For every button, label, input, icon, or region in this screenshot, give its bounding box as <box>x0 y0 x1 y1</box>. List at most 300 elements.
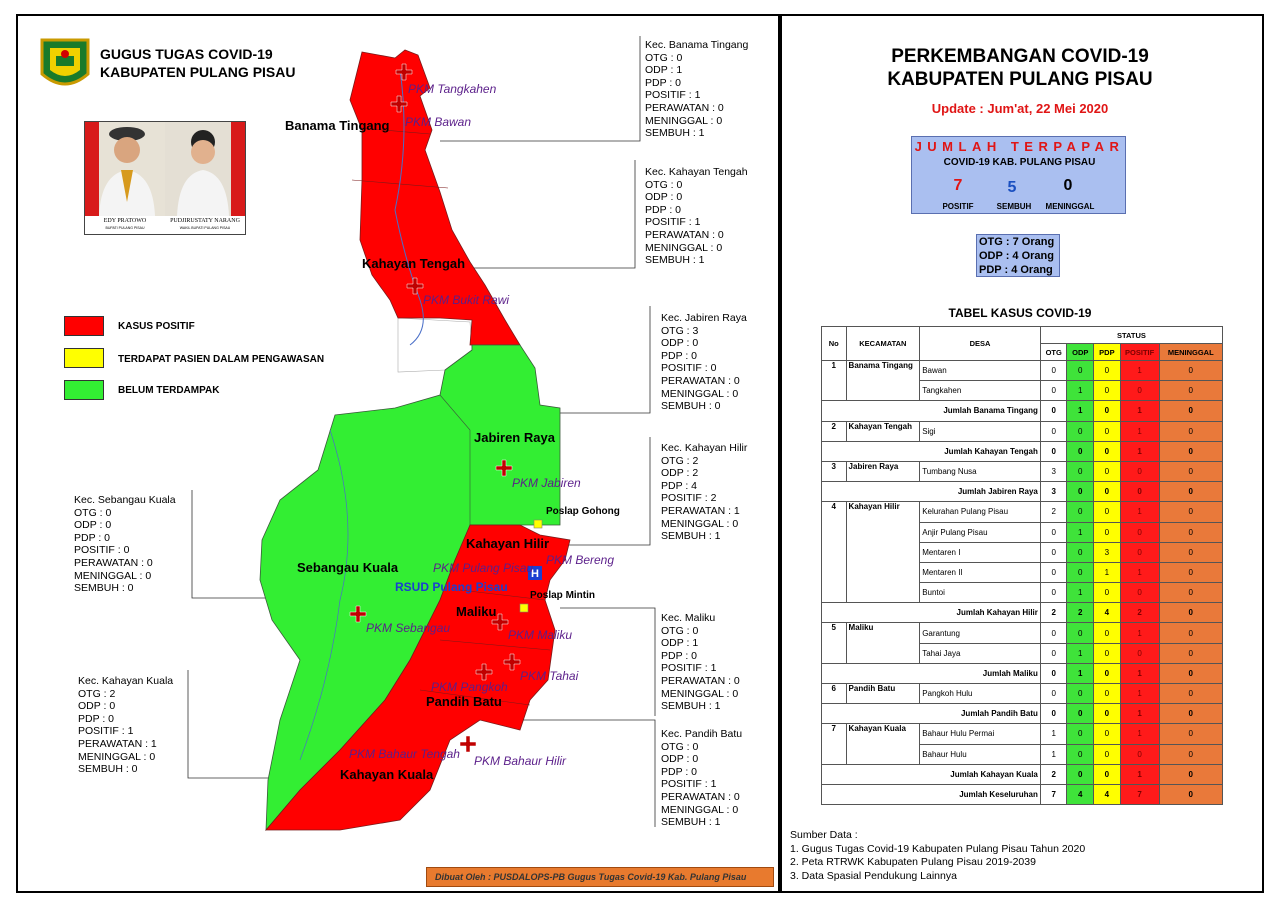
kec-line: SEMBUH : 1 <box>661 700 721 713</box>
cell-desa: Tumbang Nusa <box>920 461 1041 481</box>
cell-value: 0 <box>1067 421 1094 441</box>
kec-line: ODP : 0 <box>78 700 116 713</box>
cell-total-value: 0 <box>1159 764 1222 784</box>
kec-line: PDP : 0 <box>661 649 697 662</box>
th-otg: OTG <box>1040 344 1067 361</box>
cell-value: 0 <box>1094 522 1121 542</box>
label-jabiren: Jabiren Raya <box>474 430 555 445</box>
legend-label-positif: KASUS POSITIF <box>118 321 195 332</box>
kec-line: MENINGGAL : 0 <box>661 687 739 700</box>
main-title-line1: PERKEMBANGAN COVID-19 <box>891 46 1149 67</box>
th-desa: DESA <box>920 327 1041 361</box>
cell-total-value: 3 <box>1040 482 1067 502</box>
cell-value: 1 <box>1120 623 1159 643</box>
summary-otg: OTG : 7 Orang <box>979 236 1055 248</box>
poslap-mintin: Poslap Mintin <box>530 590 595 601</box>
table-row <box>822 361 1223 381</box>
cell-total-value: 0 <box>1094 764 1121 784</box>
cell-kecamatan: Maliku <box>846 623 920 663</box>
cell-total-value: 2 <box>1120 603 1159 623</box>
label-banama: Banama Tingang <box>285 118 390 133</box>
cell-total-value: 0 <box>1040 401 1067 421</box>
kec-box-kahayan-tengah <box>645 166 748 267</box>
cell-value: 0 <box>1094 583 1121 603</box>
cell-desa: Mentaren I <box>920 542 1041 562</box>
table-total-row <box>822 401 1223 421</box>
cell-total-value: 0 <box>1067 704 1094 724</box>
kec-line: MENINGGAL : 0 <box>78 750 156 763</box>
jumlah-title: JUMLAH TERPAPAR <box>914 139 1125 154</box>
cell-total-value: 0 <box>1094 482 1121 502</box>
cell-total-value: 0 <box>1040 663 1067 683</box>
leader-maliku <box>560 608 655 716</box>
cell-value: 0 <box>1094 744 1121 764</box>
label-rsud: RSUD Pulang Pisau <box>395 580 508 594</box>
cell-value: 0 <box>1040 643 1067 663</box>
kec-line: SEMBUH : 0 <box>661 400 721 413</box>
kec-line: PERAWATAN : 0 <box>74 556 153 569</box>
cell-no: 6 <box>822 684 847 704</box>
legend-label-pdp: TERDAPAT PASIEN DALAM PENGAWASAN <box>118 354 325 365</box>
cell-value: 0 <box>1040 583 1067 603</box>
count-meninggal: 0 <box>1063 177 1073 194</box>
table-total-row <box>822 441 1223 461</box>
table-row <box>822 502 1223 522</box>
kec-line: SEMBUH : 1 <box>645 127 705 140</box>
kec-line: Kec. Jabiren Raya <box>661 312 747 324</box>
kec-line: POSITIF : 1 <box>645 89 701 102</box>
leader-pandih <box>520 720 655 827</box>
cell-no: 5 <box>822 623 847 663</box>
pkm-bukit-rawi: PKM Bukit Rawi <box>423 293 510 307</box>
kec-line: PDP : 0 <box>78 712 114 725</box>
hospital-icon-letter: H <box>531 568 539 580</box>
kec-line: MENINGGAL : 0 <box>74 569 152 582</box>
th-status: STATUS <box>1040 327 1222 344</box>
cell-value: 0 <box>1040 522 1067 542</box>
kec-line: OTG : 0 <box>74 506 112 519</box>
pkm-pulang-pisau: PKM Pulang Pisau <box>433 561 534 575</box>
cell-value: 0 <box>1120 522 1159 542</box>
cell-value: 0 <box>1159 542 1222 562</box>
cell-total-value: 1 <box>1120 704 1159 724</box>
cell-total-label: Jumlah Kahayan Hilir <box>822 603 1041 623</box>
kec-line: ODP : 0 <box>661 753 699 766</box>
summary-odp: ODP : 4 Orang <box>979 250 1054 262</box>
cell-value: 1 <box>1120 562 1159 582</box>
kec-line: PDP : 0 <box>661 765 697 778</box>
summary-box <box>976 234 1060 277</box>
cell-total-value: 0 <box>1067 482 1094 502</box>
table-total-row <box>822 482 1223 502</box>
kec-line: MENINGGAL : 0 <box>645 114 723 127</box>
kec-line: PERAWATAN : 0 <box>645 228 724 241</box>
kec-line: SEMBUH : 0 <box>74 582 134 595</box>
cell-value: 0 <box>1120 583 1159 603</box>
kec-line: PERAWATAN : 0 <box>661 374 740 387</box>
cell-value: 0 <box>1094 361 1121 381</box>
cell-value: 0 <box>1094 643 1121 663</box>
cell-total-label: Jumlah Jabiren Raya <box>822 482 1041 502</box>
cell-value: 0 <box>1067 502 1094 522</box>
kec-line: PDP : 0 <box>645 76 681 89</box>
jumlah-subtitle: COVID-19 KAB. PULANG PISAU <box>943 157 1096 168</box>
kec-line: PDP : 4 <box>661 479 697 492</box>
cell-kecamatan: Kahayan Tengah <box>846 421 920 441</box>
cell-total-value: 0 <box>1159 441 1222 461</box>
cell-kecamatan: Banama Tingang <box>846 361 920 401</box>
cell-value: 0 <box>1120 461 1159 481</box>
cell-value: 0 <box>1040 542 1067 562</box>
count-sembuh: 5 <box>1007 179 1017 196</box>
cell-total-value: 2 <box>1067 603 1094 623</box>
cell-value: 1 <box>1067 643 1094 663</box>
cell-total-value: 0 <box>1094 704 1121 724</box>
kec-line: OTG : 2 <box>78 687 116 700</box>
label-meninggal: MENINGGAL <box>1045 202 1095 211</box>
sources <box>790 829 1085 883</box>
th-positif: POSITIF <box>1120 344 1159 361</box>
cell-grand-total-value: 0 <box>1159 784 1222 804</box>
cell-value: 0 <box>1159 421 1222 441</box>
cell-no: 7 <box>822 724 847 764</box>
cell-value: 0 <box>1094 381 1121 401</box>
kec-line: POSITIF : 1 <box>661 662 717 675</box>
kec-line: PDP : 0 <box>645 203 681 216</box>
cell-value: 0 <box>1067 562 1094 582</box>
cell-value: 1 <box>1120 502 1159 522</box>
case-table <box>821 326 1223 805</box>
official-1-role: BUPATI PULANG PISAU <box>105 226 145 230</box>
kec-line: MENINGGAL : 0 <box>661 517 739 530</box>
cell-value: 1 <box>1040 724 1067 744</box>
kec-line: Kec. Kahayan Tengah <box>645 166 748 178</box>
cell-value: 0 <box>1159 684 1222 704</box>
kec-line: POSITIF : 2 <box>661 492 717 505</box>
table-row <box>822 623 1223 643</box>
pkm-bawan: PKM Bawan <box>405 115 472 129</box>
label-sebangau: Sebangau Kuala <box>297 560 399 575</box>
cell-value: 3 <box>1040 461 1067 481</box>
cell-value: 0 <box>1040 562 1067 582</box>
pkm-maliku: PKM Maliku <box>508 628 573 642</box>
kec-line: OTG : 0 <box>661 624 699 637</box>
cell-total-value: 0 <box>1094 663 1121 683</box>
th-pdp: PDP <box>1094 344 1121 361</box>
label-kahayan-hilir: Kahayan Hilir <box>466 536 550 551</box>
poslap-icon <box>534 520 542 528</box>
cell-value: 0 <box>1067 361 1094 381</box>
cell-total-value: 1 <box>1120 663 1159 683</box>
cell-total-value: 0 <box>1159 663 1222 683</box>
pkm-tangkahen: PKM Tangkahen <box>408 82 497 96</box>
pkm-bahaur-hilir: PKM Bahaur Hilir <box>474 754 567 768</box>
cell-kecamatan: Pandih Batu <box>846 684 920 704</box>
cell-total-value: 0 <box>1040 441 1067 461</box>
cell-total-value: 1 <box>1067 663 1094 683</box>
cell-value: 0 <box>1159 744 1222 764</box>
header-line1: GUGUS TUGAS COVID-19 <box>100 46 273 62</box>
table-row <box>822 684 1223 704</box>
cell-value: 0 <box>1040 684 1067 704</box>
cell-total-value: 1 <box>1120 401 1159 421</box>
cell-total-value: 0 <box>1094 401 1121 421</box>
kec-line: Kec. Banama Tingang <box>645 39 749 51</box>
kec-line: Kec. Pandih Batu <box>661 728 743 740</box>
cell-value: 0 <box>1067 623 1094 643</box>
update-date: Update : Jum'at, 22 Mei 2020 <box>931 101 1109 116</box>
table-total-row <box>822 764 1223 784</box>
cell-no: 2 <box>822 421 847 441</box>
cell-total-value: 1 <box>1120 441 1159 461</box>
label-sembuh: SEMBUH <box>996 202 1032 211</box>
kec-line: PERAWATAN : 0 <box>661 790 740 803</box>
header-line2: KABUPATEN PULANG PISAU <box>100 64 296 80</box>
kec-line: SEMBUH : 1 <box>661 530 721 543</box>
cell-total-label: Jumlah Banama Tingang <box>822 401 1041 421</box>
kec-line: ODP : 1 <box>645 64 683 77</box>
cell-desa: Mentaren II <box>920 562 1041 582</box>
jumlah-terpapar-box <box>911 136 1126 214</box>
cell-total-value: 0 <box>1040 704 1067 724</box>
cell-desa: Tangkahen <box>920 381 1041 401</box>
kec-line: POSITIF : 0 <box>74 544 130 557</box>
cell-value: 1 <box>1120 421 1159 441</box>
cell-total-label: Jumlah Pandih Batu <box>822 704 1041 724</box>
cell-value: 0 <box>1159 724 1222 744</box>
kec-line: PDP : 0 <box>74 531 110 544</box>
sources-title: Sumber Data : <box>790 829 858 841</box>
kec-line: ODP : 0 <box>661 337 699 350</box>
cell-value: 0 <box>1159 623 1222 643</box>
kec-line: SEMBUH : 1 <box>661 816 721 829</box>
kec-line: POSITIF : 1 <box>645 216 701 229</box>
cell-value: 0 <box>1040 361 1067 381</box>
summary-pdp: PDP : 4 Orang <box>979 264 1053 276</box>
cell-total-value: 0 <box>1159 704 1222 724</box>
cell-value: 0 <box>1159 361 1222 381</box>
cell-value: 0 <box>1067 461 1094 481</box>
cell-value: 0 <box>1120 744 1159 764</box>
cell-value: 0 <box>1159 522 1222 542</box>
cell-desa: Kelurahan Pulang Pisau <box>920 502 1041 522</box>
table-total-row <box>822 603 1223 623</box>
cell-grand-total-value: 7 <box>1040 784 1067 804</box>
cell-value: 0 <box>1040 381 1067 401</box>
source-item: 3. Data Spasial Pendukung Lainnya <box>790 869 957 882</box>
cell-value: 0 <box>1094 461 1121 481</box>
credit-text: Dibuat Oleh : PUSDALOPS-PB Gugus Tugas Covid-19 Kab. Pulang Pisau <box>435 872 747 882</box>
official-2-role: WAKIL BUPATI PULANG PISAU <box>179 226 231 230</box>
kec-line: PERAWATAN : 0 <box>645 101 724 114</box>
pkm-bahaur-tengah: PKM Bahaur Tengah <box>349 747 460 761</box>
cell-value: 0 <box>1094 421 1121 441</box>
label-kahayan-tengah: Kahayan Tengah <box>362 256 466 271</box>
label-kahayan-kuala: Kahayan Kuala <box>340 767 434 782</box>
kec-box-pandih <box>661 728 742 829</box>
table-row <box>822 461 1223 481</box>
cell-total-value: 2 <box>1040 764 1067 784</box>
kec-line: PERAWATAN : 0 <box>661 674 740 687</box>
cell-value: 0 <box>1067 684 1094 704</box>
cell-value: 1 <box>1067 583 1094 603</box>
kec-line: OTG : 0 <box>645 51 683 64</box>
pkm-bereng: PKM Bereng <box>546 553 615 567</box>
kec-line: Kec. Sebangau Kuala <box>74 494 176 506</box>
source-item: 2. Peta RTRWK Kabupaten Pulang Pisau 2019-2039 <box>790 856 1036 868</box>
cell-value: 0 <box>1120 542 1159 562</box>
cell-total-value: 0 <box>1159 401 1222 421</box>
cell-desa: Buntoi <box>920 583 1041 603</box>
kec-line: PDP : 0 <box>661 349 697 362</box>
cell-no: 3 <box>822 461 847 481</box>
kec-line: ODP : 1 <box>661 637 699 650</box>
cell-value: 0 <box>1120 381 1159 401</box>
kec-line: POSITIF : 0 <box>661 362 717 375</box>
main-title-line2: KABUPATEN PULANG PISAU <box>887 69 1153 90</box>
cell-total-value: 2 <box>1040 603 1067 623</box>
cell-no: 1 <box>822 361 847 401</box>
cell-desa: Tahai Jaya <box>920 643 1041 663</box>
kec-line: OTG : 3 <box>661 324 699 337</box>
kec-line: MENINGGAL : 0 <box>661 387 739 400</box>
label-positif: POSITIF <box>942 202 974 211</box>
cell-value: 0 <box>1094 684 1121 704</box>
th-odp: ODP <box>1067 344 1094 361</box>
kec-line: PERAWATAN : 1 <box>661 504 740 517</box>
cell-total-value: 0 <box>1120 482 1159 502</box>
pkm-pangkoh: PKM Pangkoh <box>431 680 508 694</box>
pkm-tahai: PKM Tahai <box>520 669 579 683</box>
cell-value: 0 <box>1067 744 1094 764</box>
cell-total-value: 0 <box>1159 603 1222 623</box>
cell-kecamatan: Kahayan Hilir <box>846 502 920 603</box>
cell-total-label: Jumlah Maliku <box>822 663 1041 683</box>
cell-value: 0 <box>1094 623 1121 643</box>
kec-line: MENINGGAL : 0 <box>661 803 739 816</box>
health-post-icon <box>460 736 476 752</box>
kec-box-kahayan-kuala <box>78 675 173 776</box>
cell-total-value: 0 <box>1067 764 1094 784</box>
table-total-row <box>822 704 1223 724</box>
cell-value: 1 <box>1094 562 1121 582</box>
kec-line: Kec. Maliku <box>661 612 716 624</box>
kec-line: Kec. Kahayan Kuala <box>78 675 174 687</box>
kec-line: OTG : 0 <box>645 178 683 191</box>
label-maliku: Maliku <box>456 604 497 619</box>
cell-value: 0 <box>1159 643 1222 663</box>
cell-value: 0 <box>1094 502 1121 522</box>
kec-line: OTG : 0 <box>661 740 699 753</box>
cell-total-value: 1 <box>1120 764 1159 784</box>
cell-desa: Bahaur Hulu Permai <box>920 724 1041 744</box>
cell-value: 2 <box>1040 502 1067 522</box>
th-meninggal: MENINGGAL <box>1159 344 1222 361</box>
cell-value: 0 <box>1159 583 1222 603</box>
cell-value: 0 <box>1120 643 1159 663</box>
cell-desa: Sigi <box>920 421 1041 441</box>
kec-line: MENINGGAL : 0 <box>645 241 723 254</box>
cell-grand-total-value: 7 <box>1120 784 1159 804</box>
kec-box-banama <box>645 39 748 140</box>
cell-value: 0 <box>1159 461 1222 481</box>
leader-kahayan-hilir <box>560 437 650 545</box>
cell-desa: Bawan <box>920 361 1041 381</box>
cell-total-value: 0 <box>1159 482 1222 502</box>
cell-total-value: 4 <box>1094 603 1121 623</box>
cell-total-label: Jumlah Kahayan Kuala <box>822 764 1041 784</box>
kec-line: SEMBUH : 0 <box>78 763 138 776</box>
leader-jabiren <box>530 306 650 413</box>
cell-kecamatan: Jabiren Raya <box>846 461 920 481</box>
pkm-sebangau: PKM Sebangau <box>366 621 451 635</box>
cell-desa: Pangkoh Hulu <box>920 684 1041 704</box>
cell-grand-total-label: Jumlah Keseluruhan <box>822 784 1041 804</box>
cell-value: 1 <box>1120 361 1159 381</box>
cell-total-value: 1 <box>1067 401 1094 421</box>
cell-value: 0 <box>1067 724 1094 744</box>
cell-total-value: 0 <box>1067 441 1094 461</box>
poslap-gohong: Poslap Gohong <box>546 506 620 517</box>
table-grand-total-row <box>822 784 1223 804</box>
kec-box-kahayan-hilir <box>661 442 747 543</box>
table-title: TABEL KASUS COVID-19 <box>948 306 1092 320</box>
cell-desa: Garantung <box>920 623 1041 643</box>
cell-desa: Bahaur Hulu <box>920 744 1041 764</box>
cell-value: 0 <box>1159 502 1222 522</box>
credit-bar <box>426 867 774 887</box>
table-row <box>822 421 1223 441</box>
th-kecamatan: KECAMATAN <box>846 327 920 361</box>
cell-value: 0 <box>1040 623 1067 643</box>
cell-value: 1 <box>1120 724 1159 744</box>
cell-no: 4 <box>822 502 847 603</box>
th-no: No <box>822 327 847 361</box>
cell-desa: Anjir Pulang Pisau <box>920 522 1041 542</box>
cell-total-value: 0 <box>1094 441 1121 461</box>
table-row <box>822 724 1223 744</box>
kec-line: ODP : 0 <box>74 519 112 532</box>
source-item: 1. Gugus Tugas Covid-19 Kabupaten Pulang Pisau Tahun 2020 <box>790 842 1086 855</box>
cell-value: 0 <box>1094 724 1121 744</box>
kec-line: POSITIF : 1 <box>661 778 717 791</box>
kec-line: PERAWATAN : 1 <box>78 737 157 750</box>
official-2-name: PUDJIRUSTATY NARANG <box>170 218 240 224</box>
cell-value: 0 <box>1159 381 1222 401</box>
pkm-jabiren: PKM Jabiren <box>512 476 581 490</box>
cell-value: 0 <box>1067 542 1094 562</box>
kec-line: OTG : 2 <box>661 454 699 467</box>
cell-grand-total-value: 4 <box>1067 784 1094 804</box>
cell-value: 1 <box>1067 381 1094 401</box>
count-positif: 7 <box>953 177 963 194</box>
cell-value: 0 <box>1040 421 1067 441</box>
cell-grand-total-value: 4 <box>1094 784 1121 804</box>
cell-value: 1 <box>1120 684 1159 704</box>
kec-line: Kec. Kahayan Hilir <box>661 442 748 454</box>
cell-value: 1 <box>1067 522 1094 542</box>
official-1-name: EDY PRATOWO <box>103 218 147 224</box>
cell-total-label: Jumlah Kahayan Tengah <box>822 441 1041 461</box>
kec-line: ODP : 2 <box>661 467 699 480</box>
cell-kecamatan: Kahayan Kuala <box>846 724 920 764</box>
cell-value: 1 <box>1040 744 1067 764</box>
label-pandih: Pandih Batu <box>426 694 502 709</box>
leader-kahayan-tengah <box>470 160 635 268</box>
cell-value: 0 <box>1159 562 1222 582</box>
table-total-row <box>822 663 1223 683</box>
kec-line: ODP : 0 <box>645 191 683 204</box>
